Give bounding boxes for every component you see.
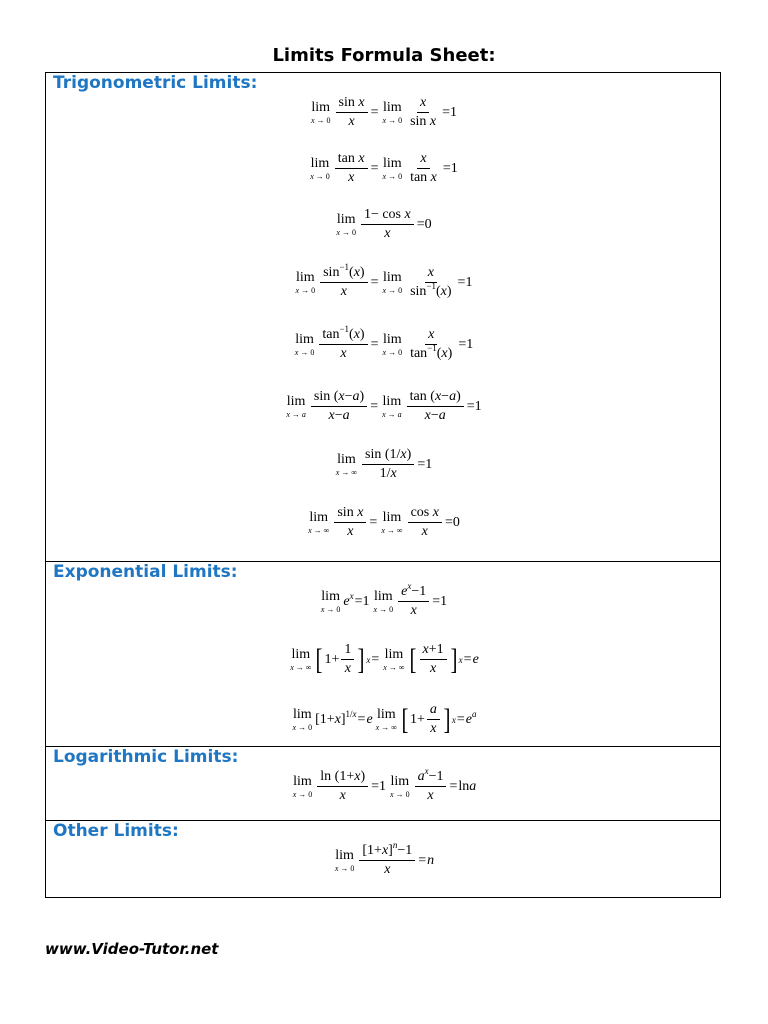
formula-arcsin: lim x → 0 $\frac{\sin^{-1}(x)}{x}$ = lim x → 0 $\frac{x}{\sin^{-1}(x)}$ =1: [295, 262, 473, 299]
formula-e-power: lim x → 0 $[1+x]^{1/x}$ = e lim x → ∞ [ 1+ $\frac{a}{x}$ ] x = $e^a$: [292, 702, 477, 736]
section-trigonometric: [46, 73, 720, 561]
section-exponential: [46, 561, 720, 746]
formula-power: lim x → 0 $\frac{[1+x]^n-1}{x}$ = n: [334, 840, 435, 877]
page-title: Limits Formula Sheet:: [272, 45, 496, 66]
formula-sinx-over-x: lim x → 0 $\frac{\text{sin x}}{x}$ = lim x → 0 $\frac{x}{\text{sin x}}$ =1: [310, 95, 458, 129]
section-title-logarithmic: Logarithmic Limits:: [53, 747, 239, 767]
formula-one-minus-cos: lim x → 0 $\frac{\text{1− cos x}}{x}$ =0: [336, 207, 432, 241]
section-other: [46, 820, 720, 899]
formula-arctan: lim x → 0 $\frac{\tan^{-1}(x)}{x}$ = lim x → 0 $\frac{x}{\tan^{-1}(x)}$ =1: [294, 324, 474, 361]
section-title-other: Other Limits:: [53, 821, 179, 841]
section-title-trigonometric: Trigonometric Limits:: [53, 73, 258, 93]
formula-log: lim x → 0 $\frac{\ln (1+x)}{x}$ =1 lim x → 0 $\frac{a^x-1}{x}$ = ln a: [292, 766, 477, 803]
section-logarithmic: [46, 746, 720, 820]
formula-exp-basic: lim x → 0 $e^x$ =1 lim x → 0 $\frac{e^x-1}{x}$ =1: [320, 581, 448, 618]
formula-tanx-over-x: lim x → 0 $\frac{\text{tan x}}{x}$ = lim x → 0 $\frac{x}{\text{tan x}}$ =1: [310, 151, 458, 185]
formula-shifted-sin-tan: lim x → a $\frac{\sin (x-a)}{x-a}$ = lim x → a $\frac{\tan (x-a)}{x-a}$ =1: [286, 389, 482, 423]
formula-e-definition: lim x → ∞ [ 1+ $\frac{1}{x}$ ] x = lim x → ∞ [ $\frac{x+1}{x}$ ] x = e: [290, 642, 479, 676]
footer-website: www.Video-Tutor.net: [45, 940, 219, 958]
formula-sin-reciprocal: lim x → ∞ $\frac{\sin (1/x)}{1/x}$ =1: [335, 447, 433, 481]
section-title-exponential: Exponential Limits:: [53, 562, 238, 582]
formula-sin-cos-infinity: lim x → ∞ $\frac{\text{sin x}}{x}$ = lim x → ∞ $\frac{\text{cos x}}{x}$ =0: [308, 505, 460, 539]
formula-sheet: [45, 72, 721, 898]
